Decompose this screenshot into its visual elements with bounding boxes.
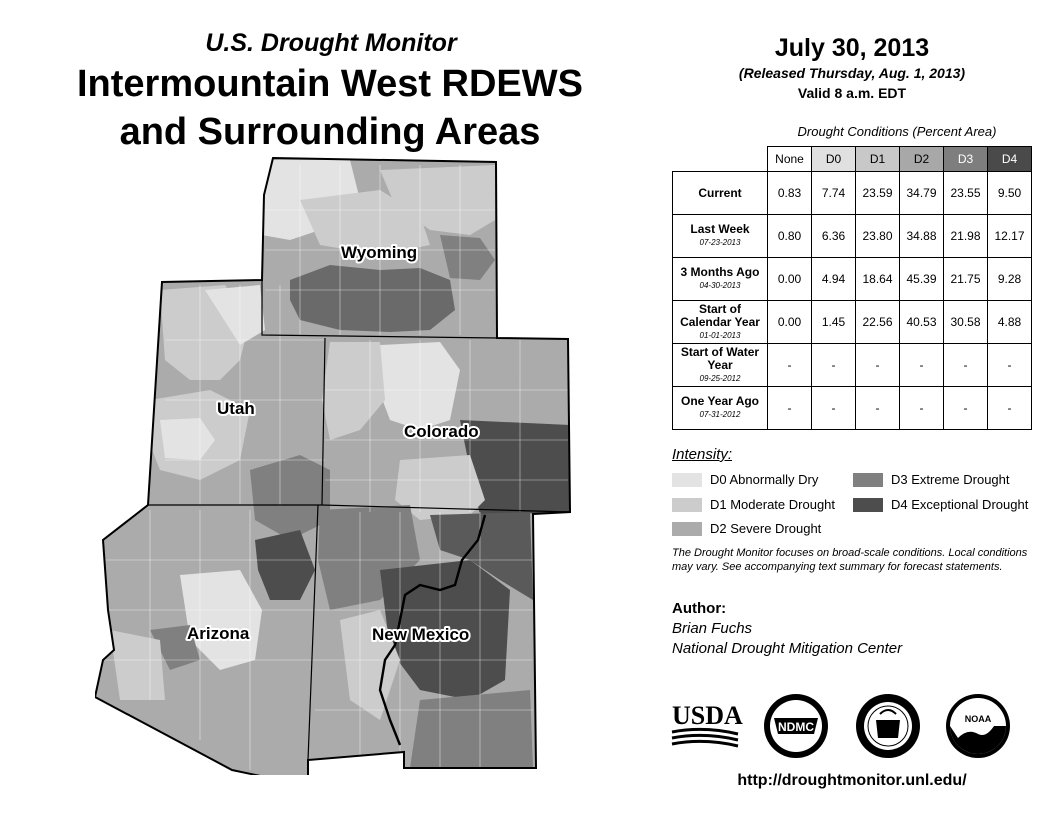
col-header: D3: [944, 147, 988, 172]
table-cell: -: [768, 344, 812, 387]
table-row: [673, 301, 1032, 344]
table-cell: 23.59: [856, 172, 900, 215]
legend-item-d2: [672, 521, 821, 536]
table-cell: -: [812, 344, 856, 387]
legend-item-d0: [672, 472, 818, 487]
row-date: 07-31-2012: [699, 410, 741, 419]
table-cell: 45.39: [900, 258, 944, 301]
table-cell: 4.88: [988, 301, 1032, 344]
table-cell: 21.75: [944, 258, 988, 301]
map-label-new-mexico: New Mexico: [372, 625, 470, 644]
usda-waves-icon: [672, 729, 738, 746]
map-date: July 30, 2013: [774, 34, 930, 62]
table-row: [673, 215, 1032, 258]
logos: [668, 690, 1038, 762]
row-date: 07-23-2013: [699, 238, 741, 247]
table-cell: -: [900, 344, 944, 387]
legend-label-d2: D2 Severe Drought: [710, 521, 822, 536]
legend-label-d1: D1 Moderate Drought: [710, 497, 836, 512]
legend-item-d4: [853, 497, 1028, 512]
row-label: Start of Calendar Year: [680, 301, 760, 329]
col-header: D0: [812, 147, 856, 172]
drought-map: [95, 155, 585, 775]
table-cell: 1.45: [812, 301, 856, 344]
table-row: [673, 387, 1032, 430]
table-cell: 18.64: [856, 258, 900, 301]
map-label-arizona: Arizona: [187, 624, 250, 643]
table-cell: 9.50: [988, 172, 1032, 215]
table-cell: 34.79: [900, 172, 944, 215]
row-header: [673, 301, 768, 344]
legend-swatch-d1: [672, 498, 702, 512]
table-cell: -: [900, 387, 944, 430]
usda-logo-text: USDA: [672, 701, 743, 730]
row-label: Last Week: [690, 222, 750, 236]
legend-swatch-d3: [853, 473, 883, 487]
table-body: [673, 172, 1032, 430]
table-row: [673, 258, 1032, 301]
table-cell: 21.98: [944, 215, 988, 258]
col-header: None: [768, 147, 812, 172]
legend-swatch-d0: [672, 473, 702, 487]
table-cell: 9.28: [988, 258, 1032, 301]
table-cell: 23.80: [856, 215, 900, 258]
author-org: National Drought Mitigation Center: [672, 640, 903, 657]
row-label: Start of Water Year: [680, 344, 760, 372]
date-block: [672, 33, 1032, 103]
super-title: U.S. Drought Monitor: [205, 29, 457, 57]
row-date: 09-25-2012: [699, 373, 741, 383]
table-cell: -: [988, 387, 1032, 430]
col-header: D4: [988, 147, 1032, 172]
noaa-logo-text: NOAA: [964, 714, 992, 724]
row-date: 01-01-2013: [699, 330, 741, 340]
legend-swatch-d4: [853, 498, 883, 512]
table-header-row: [673, 147, 1032, 172]
table-cell: -: [944, 344, 988, 387]
table-cell: -: [988, 344, 1032, 387]
table-cell: 0.83: [768, 172, 812, 215]
row-date: 04-30-2013: [699, 281, 741, 290]
disclaimer-note: The Drought Monitor focuses on broad-scale conditions. Local conditions may vary. See accompanying text summary for forecast statements.: [672, 547, 1028, 573]
valid-time: Valid 8 a.m. EDT: [797, 85, 907, 101]
table-cell: 0.00: [768, 258, 812, 301]
table-cell: 12.17: [988, 215, 1032, 258]
legend-label-d4: D4 Exceptional Drought: [891, 497, 1029, 512]
d3-area-wyoming-south: [290, 265, 455, 332]
main-title-line2: and Surrounding Areas: [119, 111, 541, 153]
author-name: Brian Fuchs: [672, 620, 753, 637]
col-header: D2: [900, 147, 944, 172]
d3-area-new-mexico-se: [410, 690, 533, 768]
map-label-wyoming: Wyoming: [341, 243, 418, 262]
row-label: Current: [698, 185, 742, 200]
ndmc-logo-text: NDMC: [778, 720, 814, 734]
table-row: [673, 344, 1032, 387]
legend-swatch-d2: [672, 522, 702, 536]
map-label-colorado: Colorado: [404, 422, 479, 441]
author-label: Author:: [672, 600, 727, 617]
table-cell: 4.94: [812, 258, 856, 301]
col-header: D1: [856, 147, 900, 172]
row-label: 3 Months Ago: [680, 265, 760, 279]
noaa-logo: [946, 694, 1010, 758]
main-title-line1: Intermountain West RDEWS: [77, 63, 583, 105]
row-header: [673, 172, 768, 215]
table-cell: 0.80: [768, 215, 812, 258]
row-header: [673, 387, 768, 430]
table-corner: [673, 147, 768, 172]
table-cell: -: [812, 387, 856, 430]
table-cell: 7.74: [812, 172, 856, 215]
row-header: [673, 344, 768, 387]
intensity-title: Intensity:: [672, 446, 733, 463]
table-row: [673, 172, 1032, 215]
table-cell: -: [856, 387, 900, 430]
legend-item-d3: [853, 472, 1010, 487]
table-cell: 0.00: [768, 301, 812, 344]
table-cell: 23.55: [944, 172, 988, 215]
table-cell: -: [768, 387, 812, 430]
drought-monitor-url[interactable]: http://droughtmonitor.unl.edu/: [737, 772, 967, 789]
title-block: [0, 28, 660, 156]
seal-shield-icon: [876, 720, 900, 738]
row-header: [673, 258, 768, 301]
main-title: [0, 60, 660, 156]
row-header: [673, 215, 768, 258]
conditions-caption: Drought Conditions (Percent Area): [797, 124, 997, 139]
table-cell: 22.56: [856, 301, 900, 344]
table-cell: 6.36: [812, 215, 856, 258]
table-cell: 34.88: [900, 215, 944, 258]
table-cell: -: [856, 344, 900, 387]
release-date: (Released Thursday, Aug. 1, 2013): [738, 65, 966, 81]
usda-logo: [672, 701, 743, 746]
commerce-seal-logo: [856, 694, 920, 758]
ndmc-logo: [764, 694, 828, 758]
table-cell: 30.58: [944, 301, 988, 344]
row-label: One Year Ago: [680, 394, 760, 408]
table-cell: 40.53: [900, 301, 944, 344]
legend-label-d0: D0 Abnormally Dry: [710, 472, 819, 487]
legend-label-d3: D3 Extreme Drought: [891, 472, 1010, 487]
drought-conditions-table: [672, 146, 1032, 430]
map-label-utah: Utah: [217, 399, 255, 418]
legend-item-d1: [672, 497, 835, 512]
table-cell: -: [944, 387, 988, 430]
